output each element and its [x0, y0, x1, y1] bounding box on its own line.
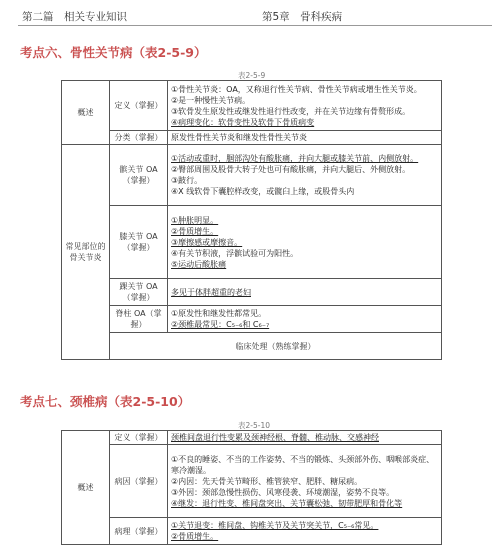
table-caption-2-5-9: 表2-5-9 — [238, 71, 266, 80]
cell-overview-2: 概述 — [62, 431, 110, 545]
cell-hip-oa: 髌关节 OA（掌握） — [110, 145, 168, 206]
text-line: ②臀部周围及股骨大转子处也可有酸胀痛，并向大腿后、外侧放射。 — [171, 165, 411, 174]
cell-definition-2: 定义（掌握） — [110, 431, 168, 445]
cell-definition-2-content — [168, 431, 442, 445]
text-line: ①活动或重时，腘部沟处有酸胀痛，并向大腿或膝关节前、内侧放射。 — [171, 154, 419, 163]
text-line: ②骨质增生。 — [171, 226, 219, 236]
text-line: 原发性骨性关节炎和继发性骨性关节炎 — [171, 133, 307, 142]
text-line: ④继发：退行性变、椎间盘突出、关节囊松弛、韧带肥厚和骨化等 — [171, 498, 403, 508]
text-line: ③摩擦感或摩擦音。 — [171, 237, 243, 247]
cell-knee-oa: 膝关节 OA（掌握） — [110, 206, 168, 279]
cell-classification-content — [168, 131, 442, 145]
text-line: 颈椎间盘退行性变累及颈神经根、脊髓、椎动脉、交感神经 — [171, 433, 379, 442]
text-line: 多见于体胖超重的老妇 — [171, 287, 251, 297]
text-line: ①原发性和继发性都常见。 — [171, 309, 267, 318]
cell-spine-oa-content — [168, 306, 442, 333]
cell-clinical: 临床处理（熟练掌握） — [110, 333, 442, 360]
text-line: ④X 线软骨下囊腔样改变，或髋臼上缘，或股骨头内 — [171, 187, 355, 196]
text-line: ③外因：颈部急慢性损伤、风寒侵袭、环境潮湿，姿势不良等。 — [171, 487, 395, 497]
cell-common-sites: 常见部位的骨关节炎 — [62, 145, 110, 360]
cell-knee-oa-content — [168, 206, 442, 279]
text-line: ②颈椎最常见：C₅₋₆和 C₆₋₇ — [171, 320, 270, 329]
table-caption-2-5-10: 表2-5-10 — [238, 421, 270, 430]
section-title-cervical: 考点七、颈椎病（表2-5-10） — [20, 394, 191, 409]
text-line — [171, 287, 438, 298]
cell-ankle-oa: 踝关节 OA（掌握） — [110, 279, 168, 306]
text-line: ④有关节积液，浮髌试验可为阳性。 — [171, 248, 299, 258]
section-title-osteoarthritis: 考点六、骨性关节病（表2-5-9） — [20, 45, 207, 60]
text-line: ③软骨发生原发性或继发性退行性改变，并在关节边缘有骨赘形成。 — [171, 106, 411, 116]
cell-pathology-content — [168, 518, 442, 545]
text-line: ④病理变化：软骨变性及软骨下骨质病变 — [171, 117, 315, 127]
text-line: ①关节退变：椎间盘、钩椎关节及关节突关节，C₅₋₆常见。 — [171, 521, 379, 530]
text-line: ③跛行。 — [171, 176, 203, 185]
cell-hip-oa-content — [168, 145, 442, 206]
cell-spine-oa: 脊柱 OA（掌握） — [110, 306, 168, 333]
text-line: ⑤运动后酸胀痛 — [171, 259, 227, 269]
text-line: ②是一种慢性关节病。 — [171, 95, 251, 105]
table-osteoarthritis — [61, 80, 442, 360]
header-chapter-title: 第5章 骨科疾病 — [262, 11, 343, 23]
text-line: ①不良的睡姿、不当的工作姿势、不当的锻炼、头颈部外伤、咽喉部炎症、寒冷潮湿。 — [171, 454, 435, 475]
text-line: ②内因：先天骨关节畸形、椎管狭窄、肥胖、糖尿病。 — [171, 476, 363, 486]
text-line: ②骨质增生。 — [171, 532, 219, 541]
cell-cause: 病因（掌握） — [110, 445, 168, 518]
header-part-title: 第二篇 相关专业知识 — [22, 11, 127, 23]
cell-definition: 定义（掌握） — [110, 81, 168, 131]
cell-definition-content — [168, 81, 442, 131]
cell-ankle-oa-content — [168, 279, 442, 306]
cell-pathology: 病理（掌握） — [110, 518, 168, 545]
cell-overview: 概述 — [62, 81, 110, 145]
cell-classification: 分类（掌握） — [110, 131, 168, 145]
page-header — [0, 9, 499, 25]
cell-cause-content — [168, 445, 442, 518]
text-line: ①肿胀明显。 — [171, 215, 219, 225]
header-divider — [18, 25, 492, 26]
table-cervical — [61, 430, 442, 545]
text-line: ①骨性关节炎：OA，又称退行性关节病、骨性关节病或增生性关节炎。 — [171, 84, 422, 94]
